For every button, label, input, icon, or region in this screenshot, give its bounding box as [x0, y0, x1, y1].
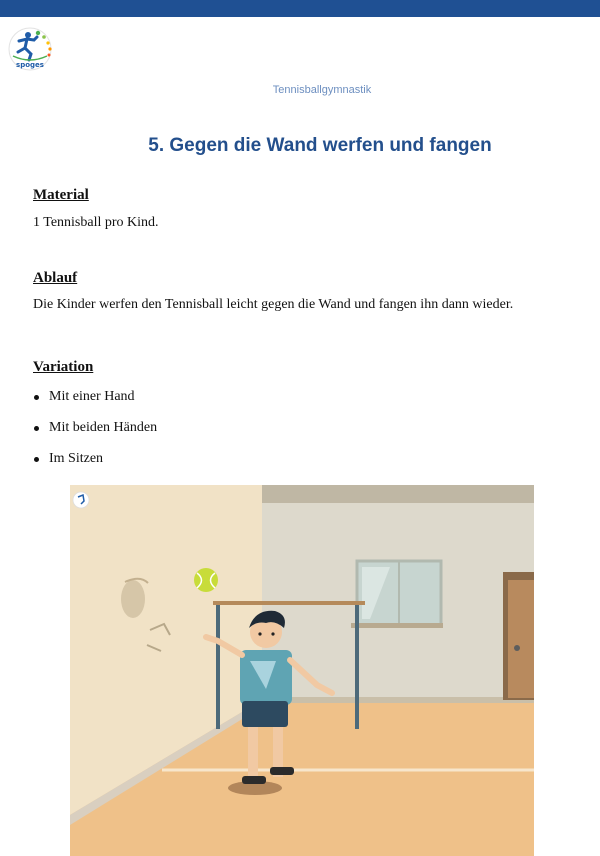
list-item: Mit beiden Händen — [33, 420, 157, 451]
bullet-icon — [34, 395, 39, 400]
variation-heading: Variation — [33, 359, 94, 375]
material-text: 1 Tennisball pro Kind. — [33, 215, 159, 230]
bullet-icon — [34, 457, 39, 462]
page-title: 5. Gegen die Wand werfen und fangen — [148, 135, 492, 156]
ablauf-text: Die Kinder werfen den Tennisball leicht gegen die Wand und fangen ihn dann wieder. — [33, 297, 514, 312]
bullet-icon — [34, 426, 39, 431]
svg-text:spoges: spoges — [16, 61, 44, 69]
spoges-logo — [7, 26, 53, 72]
material-heading: Material — [33, 187, 89, 203]
list-item: Mit einer Hand — [33, 389, 157, 420]
category-label: Tennisballgymnastik — [272, 84, 372, 96]
illustration-child-throwing-ball — [70, 485, 534, 856]
top-bar — [0, 0, 600, 17]
variation-list — [33, 389, 157, 482]
list-item: Im Sitzen — [33, 451, 157, 482]
ablauf-heading: Ablauf — [33, 270, 78, 286]
